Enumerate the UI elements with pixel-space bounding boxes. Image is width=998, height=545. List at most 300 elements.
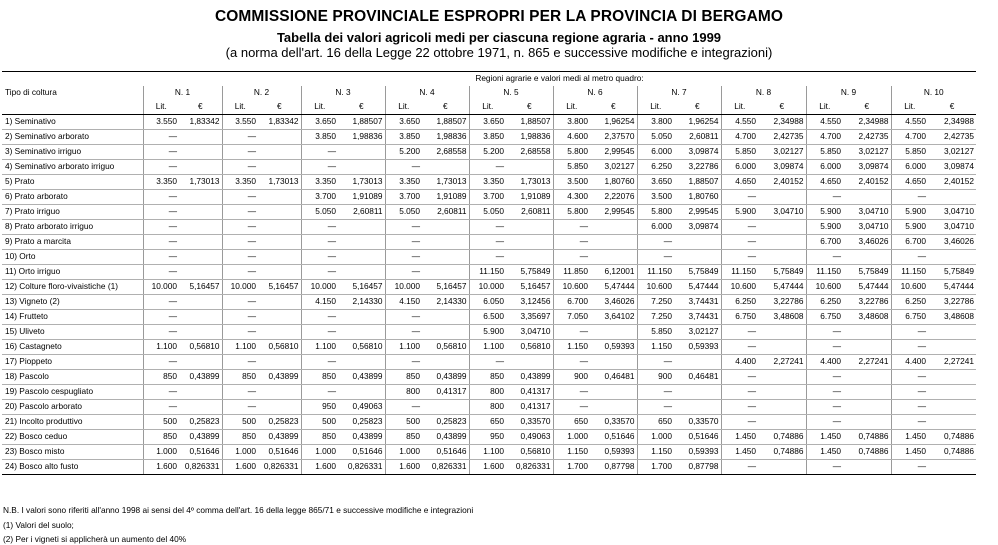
crop-label: 23) Bosco misto xyxy=(2,444,143,459)
table-row xyxy=(2,384,976,399)
unit-eur-header: € xyxy=(338,100,385,115)
value-lit: — xyxy=(721,339,758,354)
value-eur xyxy=(258,159,301,174)
value-lit: 7.250 xyxy=(637,294,674,309)
value-lit: — xyxy=(222,159,258,174)
value-lit: 900 xyxy=(637,369,674,384)
value-lit: — xyxy=(222,309,258,324)
table-row xyxy=(2,264,976,279)
value-lit: 800 xyxy=(385,384,422,399)
value-lit: — xyxy=(222,324,258,339)
unit-eur-header: € xyxy=(674,100,721,115)
value-eur xyxy=(179,129,222,144)
value-eur: 3,74431 xyxy=(674,309,721,324)
value-eur: 3,02127 xyxy=(843,144,891,159)
value-eur: 1,73013 xyxy=(179,174,222,189)
value-lit: 6.700 xyxy=(553,294,590,309)
table-row xyxy=(2,429,976,444)
value-eur: 2,42735 xyxy=(758,129,806,144)
value-lit: — xyxy=(385,159,422,174)
table-row xyxy=(2,219,976,234)
value-lit: 650 xyxy=(469,414,506,429)
region-header: N. 1 xyxy=(143,86,222,100)
value-lit: 3.350 xyxy=(143,174,179,189)
value-lit: 1.100 xyxy=(222,339,258,354)
value-lit: — xyxy=(721,234,758,249)
value-eur: 0,43899 xyxy=(422,369,469,384)
value-eur xyxy=(506,234,553,249)
value-lit: 11.150 xyxy=(637,264,674,279)
value-eur: 2,27241 xyxy=(758,354,806,369)
value-eur xyxy=(258,324,301,339)
value-eur: 2,40152 xyxy=(928,174,976,189)
value-lit: — xyxy=(721,189,758,204)
value-lit: 850 xyxy=(143,369,179,384)
value-eur: 3,22786 xyxy=(758,294,806,309)
value-lit: — xyxy=(301,159,338,174)
value-eur: 1,73013 xyxy=(422,174,469,189)
value-eur: 6,12001 xyxy=(590,264,637,279)
value-lit: 5.900 xyxy=(891,219,928,234)
value-eur: 3,48608 xyxy=(843,309,891,324)
value-eur: 1,83342 xyxy=(179,114,222,129)
value-eur xyxy=(928,324,976,339)
value-lit: 1.000 xyxy=(637,429,674,444)
legal-reference: (a norma dell'art. 16 della Legge 22 ottobre 1971, n. 865 e successive modifiche e integrazioni) xyxy=(225,45,773,60)
value-eur: 1,96254 xyxy=(590,114,637,129)
value-eur: 3,22786 xyxy=(928,294,976,309)
value-lit: 6.750 xyxy=(721,309,758,324)
value-lit: 1.700 xyxy=(553,459,590,474)
value-lit: — xyxy=(891,384,928,399)
value-eur: 2,14330 xyxy=(422,294,469,309)
value-lit: 11.150 xyxy=(806,264,843,279)
value-eur: 1,88507 xyxy=(338,114,385,129)
value-lit: 1.450 xyxy=(721,429,758,444)
value-eur: 0,56810 xyxy=(506,444,553,459)
unit-lit-header: Lit. xyxy=(469,100,506,115)
value-eur: 0,56810 xyxy=(258,339,301,354)
table-row xyxy=(2,459,976,474)
value-lit: — xyxy=(301,354,338,369)
value-eur: 2,27241 xyxy=(928,354,976,369)
value-eur xyxy=(258,234,301,249)
value-lit: 5.050 xyxy=(301,204,338,219)
value-eur: 0,87798 xyxy=(674,459,721,474)
value-lit: 11.150 xyxy=(891,264,928,279)
value-lit: 850 xyxy=(301,369,338,384)
value-eur: 3,04710 xyxy=(758,204,806,219)
value-eur: 1,91089 xyxy=(422,189,469,204)
crop-label: 3) Seminativo irriguo xyxy=(2,144,143,159)
unit-eur-header: € xyxy=(422,100,469,115)
value-eur xyxy=(843,384,891,399)
value-lit: 10.600 xyxy=(637,279,674,294)
value-eur xyxy=(179,249,222,264)
value-eur: 2,60811 xyxy=(506,204,553,219)
value-eur: 3,22786 xyxy=(843,294,891,309)
value-eur: 5,16457 xyxy=(179,279,222,294)
value-eur xyxy=(179,384,222,399)
value-eur: 1,98836 xyxy=(422,129,469,144)
value-eur xyxy=(179,144,222,159)
region-header: N. 2 xyxy=(222,86,301,100)
value-lit: — xyxy=(469,234,506,249)
value-lit: — xyxy=(301,249,338,264)
value-eur xyxy=(590,399,637,414)
value-eur: 5,16457 xyxy=(258,279,301,294)
value-lit: 500 xyxy=(143,414,179,429)
value-eur: 3,22786 xyxy=(674,159,721,174)
value-eur: 0,56810 xyxy=(506,339,553,354)
value-eur: 1,73013 xyxy=(506,174,553,189)
value-eur: 0,56810 xyxy=(422,339,469,354)
value-lit: — xyxy=(891,324,928,339)
value-eur xyxy=(422,354,469,369)
value-lit: — xyxy=(806,189,843,204)
value-eur: 1,80760 xyxy=(674,189,721,204)
value-lit: — xyxy=(721,459,758,474)
table-row xyxy=(2,114,976,129)
value-eur xyxy=(179,264,222,279)
table-subtitle: Tabella dei valori agricoli medi per ciascuna regione agraria - anno 1999 xyxy=(276,30,722,45)
value-eur: 0,46481 xyxy=(674,369,721,384)
value-eur: 1,88507 xyxy=(506,114,553,129)
value-lit: 4.400 xyxy=(721,354,758,369)
value-lit: — xyxy=(143,264,179,279)
value-lit: 1.450 xyxy=(806,429,843,444)
value-eur: 1,91089 xyxy=(338,189,385,204)
value-eur xyxy=(506,219,553,234)
value-eur: 3,02127 xyxy=(674,324,721,339)
value-lit: 4.150 xyxy=(301,294,338,309)
value-eur: 3,64102 xyxy=(590,309,637,324)
value-lit: — xyxy=(891,249,928,264)
value-eur: 1,83342 xyxy=(258,114,301,129)
value-eur xyxy=(843,369,891,384)
value-eur: 0,87798 xyxy=(590,459,637,474)
table-row xyxy=(2,399,976,414)
value-eur: 3,46026 xyxy=(843,234,891,249)
value-lit: 1.000 xyxy=(553,429,590,444)
value-eur: 5,16457 xyxy=(506,279,553,294)
value-lit: — xyxy=(891,369,928,384)
value-lit: — xyxy=(891,459,928,474)
value-eur: 0,33570 xyxy=(674,414,721,429)
value-lit: 4.700 xyxy=(806,129,843,144)
value-lit: 4.650 xyxy=(891,174,928,189)
value-lit: 5.200 xyxy=(385,144,422,159)
crop-label: 9) Prato a marcita xyxy=(2,234,143,249)
crop-label: 1) Seminativo xyxy=(2,114,143,129)
value-eur xyxy=(258,204,301,219)
value-lit: — xyxy=(222,234,258,249)
table-row xyxy=(2,354,976,369)
value-eur: 2,60811 xyxy=(674,129,721,144)
value-lit: — xyxy=(469,354,506,369)
value-lit: 11.150 xyxy=(469,264,506,279)
value-lit: 10.000 xyxy=(469,279,506,294)
value-eur: 0,33570 xyxy=(590,414,637,429)
value-lit: 1.150 xyxy=(637,339,674,354)
value-eur xyxy=(422,249,469,264)
value-lit: — xyxy=(301,264,338,279)
value-eur: 3,48608 xyxy=(758,309,806,324)
value-eur: 0,49063 xyxy=(506,429,553,444)
value-lit: 5.800 xyxy=(637,204,674,219)
unit-lit-header: Lit. xyxy=(891,100,928,115)
value-lit: 5.850 xyxy=(721,144,758,159)
value-eur: 3,35697 xyxy=(506,309,553,324)
note-1: (1) Valori del suolo; xyxy=(3,520,74,530)
table-row xyxy=(2,249,976,264)
value-lit: 5.050 xyxy=(637,129,674,144)
value-eur: 5,47444 xyxy=(758,279,806,294)
value-lit: 7.050 xyxy=(553,309,590,324)
value-eur: 1,88507 xyxy=(674,174,721,189)
table-row xyxy=(2,129,976,144)
value-lit: — xyxy=(301,144,338,159)
value-lit: 5.200 xyxy=(469,144,506,159)
value-eur: 1,96254 xyxy=(674,114,721,129)
value-eur: 3,02127 xyxy=(928,144,976,159)
crop-label: 12) Colture floro-vivaistiche (1) xyxy=(2,279,143,294)
value-eur xyxy=(179,354,222,369)
value-eur xyxy=(590,354,637,369)
value-lit: 4.400 xyxy=(806,354,843,369)
value-eur: 2,42735 xyxy=(843,129,891,144)
unit-lit-header: Lit. xyxy=(143,100,179,115)
unit-lit-header: Lit. xyxy=(301,100,338,115)
value-lit: 4.550 xyxy=(721,114,758,129)
value-lit: — xyxy=(143,354,179,369)
value-eur xyxy=(590,324,637,339)
table-row xyxy=(2,339,976,354)
crop-label: 8) Prato arborato irriguo xyxy=(2,219,143,234)
value-lit: 1.100 xyxy=(143,339,179,354)
unit-lit-header: Lit. xyxy=(637,100,674,115)
value-lit: 3.550 xyxy=(143,114,179,129)
value-lit: — xyxy=(469,249,506,264)
value-eur xyxy=(422,399,469,414)
value-eur xyxy=(928,339,976,354)
value-eur: 2,34988 xyxy=(928,114,976,129)
value-eur: 0,25823 xyxy=(338,414,385,429)
region-header: N. 10 xyxy=(891,86,976,100)
value-lit: — xyxy=(385,324,422,339)
value-lit: — xyxy=(143,399,179,414)
value-lit: 1.150 xyxy=(637,444,674,459)
value-lit: — xyxy=(553,354,590,369)
value-eur xyxy=(674,399,721,414)
value-eur: 0,59393 xyxy=(590,444,637,459)
value-lit: — xyxy=(553,234,590,249)
value-eur: 0,59393 xyxy=(674,339,721,354)
value-lit: 6.500 xyxy=(469,309,506,324)
value-eur: 0,74886 xyxy=(843,429,891,444)
value-lit: 10.000 xyxy=(143,279,179,294)
value-lit: 5.900 xyxy=(806,219,843,234)
value-eur: 0,826331 xyxy=(258,459,301,474)
value-eur: 0,43899 xyxy=(258,369,301,384)
value-eur xyxy=(338,309,385,324)
value-eur xyxy=(422,234,469,249)
value-lit: 950 xyxy=(469,429,506,444)
value-eur: 0,51646 xyxy=(590,429,637,444)
value-eur: 5,16457 xyxy=(422,279,469,294)
value-lit: — xyxy=(806,399,843,414)
value-eur xyxy=(258,249,301,264)
value-lit: 1.150 xyxy=(553,339,590,354)
crop-label: 18) Pascolo xyxy=(2,369,143,384)
value-eur: 2,68558 xyxy=(506,144,553,159)
value-lit: 6.250 xyxy=(637,159,674,174)
value-lit: — xyxy=(301,384,338,399)
value-eur xyxy=(338,384,385,399)
value-lit: — xyxy=(637,249,674,264)
table-row xyxy=(2,144,976,159)
unit-eur-header: € xyxy=(258,100,301,115)
unit-lit-header: Lit. xyxy=(721,100,758,115)
value-lit: 6.700 xyxy=(806,234,843,249)
value-lit: 3.500 xyxy=(553,174,590,189)
values-table xyxy=(2,71,976,475)
value-lit: — xyxy=(222,144,258,159)
value-lit: 1.450 xyxy=(806,444,843,459)
value-eur: 0,43899 xyxy=(338,369,385,384)
value-lit: — xyxy=(721,219,758,234)
value-eur: 1,73013 xyxy=(258,174,301,189)
value-lit: — xyxy=(721,249,758,264)
value-lit: 6.000 xyxy=(637,219,674,234)
value-eur: 0,41317 xyxy=(422,384,469,399)
value-eur: 5,75849 xyxy=(674,264,721,279)
table-row xyxy=(2,159,976,174)
value-eur xyxy=(179,204,222,219)
value-lit: 3.850 xyxy=(385,129,422,144)
value-lit: 1.600 xyxy=(301,459,338,474)
value-lit: 1.600 xyxy=(469,459,506,474)
crop-label: 19) Pascolo cespugliato xyxy=(2,384,143,399)
value-lit: 1.000 xyxy=(385,444,422,459)
value-eur xyxy=(258,384,301,399)
value-eur xyxy=(928,414,976,429)
value-lit: 6.000 xyxy=(721,159,758,174)
value-eur xyxy=(843,339,891,354)
value-lit: 500 xyxy=(301,414,338,429)
unit-eur-header: € xyxy=(506,100,553,115)
value-lit: 5.850 xyxy=(553,159,590,174)
value-eur: 0,826331 xyxy=(422,459,469,474)
value-lit: 10.600 xyxy=(891,279,928,294)
value-eur xyxy=(843,324,891,339)
crop-label: 21) Incolto produttivo xyxy=(2,414,143,429)
value-lit: — xyxy=(806,249,843,264)
value-eur xyxy=(758,384,806,399)
table-row xyxy=(2,324,976,339)
value-eur: 3,09874 xyxy=(674,219,721,234)
value-lit: 4.700 xyxy=(891,129,928,144)
value-eur xyxy=(179,309,222,324)
value-lit: 6.700 xyxy=(891,234,928,249)
value-eur xyxy=(674,249,721,264)
value-lit: 6.250 xyxy=(891,294,928,309)
value-eur xyxy=(258,264,301,279)
value-lit: — xyxy=(143,234,179,249)
value-lit: — xyxy=(385,354,422,369)
value-eur: 2,60811 xyxy=(422,204,469,219)
crop-label: 20) Pascolo arborato xyxy=(2,399,143,414)
value-lit: 1.150 xyxy=(553,444,590,459)
crop-label: 24) Bosco alto fusto xyxy=(2,459,143,474)
value-lit: 1.000 xyxy=(143,444,179,459)
value-lit: 5.800 xyxy=(553,144,590,159)
value-eur: 2,34988 xyxy=(758,114,806,129)
value-eur xyxy=(179,234,222,249)
value-eur xyxy=(179,294,222,309)
value-eur xyxy=(758,459,806,474)
crop-label: 22) Bosco ceduo xyxy=(2,429,143,444)
value-eur: 2,37570 xyxy=(590,129,637,144)
value-lit: — xyxy=(143,249,179,264)
value-lit: — xyxy=(222,294,258,309)
value-lit: 3.650 xyxy=(385,114,422,129)
value-eur: 2,14330 xyxy=(338,294,385,309)
value-eur xyxy=(258,189,301,204)
value-eur xyxy=(338,324,385,339)
value-lit: 5.050 xyxy=(469,204,506,219)
value-lit: 10.000 xyxy=(385,279,422,294)
value-lit: — xyxy=(721,384,758,399)
value-lit: 500 xyxy=(385,414,422,429)
value-eur: 2,42735 xyxy=(928,129,976,144)
value-eur xyxy=(422,219,469,234)
value-lit: 800 xyxy=(469,384,506,399)
value-lit: 3.800 xyxy=(637,114,674,129)
value-lit: — xyxy=(806,339,843,354)
value-lit: — xyxy=(806,414,843,429)
value-eur: 3,04710 xyxy=(928,204,976,219)
value-lit: — xyxy=(222,354,258,369)
value-lit: 850 xyxy=(385,369,422,384)
value-eur: 3,12456 xyxy=(506,294,553,309)
value-eur: 3,04710 xyxy=(928,219,976,234)
value-eur: 3,04710 xyxy=(506,324,553,339)
value-lit: 1.100 xyxy=(469,444,506,459)
value-eur: 0,43899 xyxy=(179,429,222,444)
value-eur: 3,04710 xyxy=(843,219,891,234)
value-lit: — xyxy=(721,414,758,429)
value-eur: 0,51646 xyxy=(338,444,385,459)
value-lit: — xyxy=(222,204,258,219)
note-2: (2) Per i vigneti si applicherà un aumento del 40% xyxy=(3,534,187,544)
value-lit: 5.850 xyxy=(891,144,928,159)
value-lit: 3.500 xyxy=(637,189,674,204)
value-eur: 0,43899 xyxy=(338,429,385,444)
value-eur: 5,75849 xyxy=(928,264,976,279)
value-lit: — xyxy=(143,294,179,309)
header-blank xyxy=(2,100,143,115)
value-lit: — xyxy=(637,384,674,399)
value-lit: 5.900 xyxy=(806,204,843,219)
value-lit: 3.850 xyxy=(301,129,338,144)
value-lit: 6.250 xyxy=(806,294,843,309)
table-row xyxy=(2,444,976,459)
value-eur: 0,51646 xyxy=(674,429,721,444)
unit-eur-header: € xyxy=(758,100,806,115)
value-eur: 2,40152 xyxy=(843,174,891,189)
value-eur: 0,59393 xyxy=(590,339,637,354)
